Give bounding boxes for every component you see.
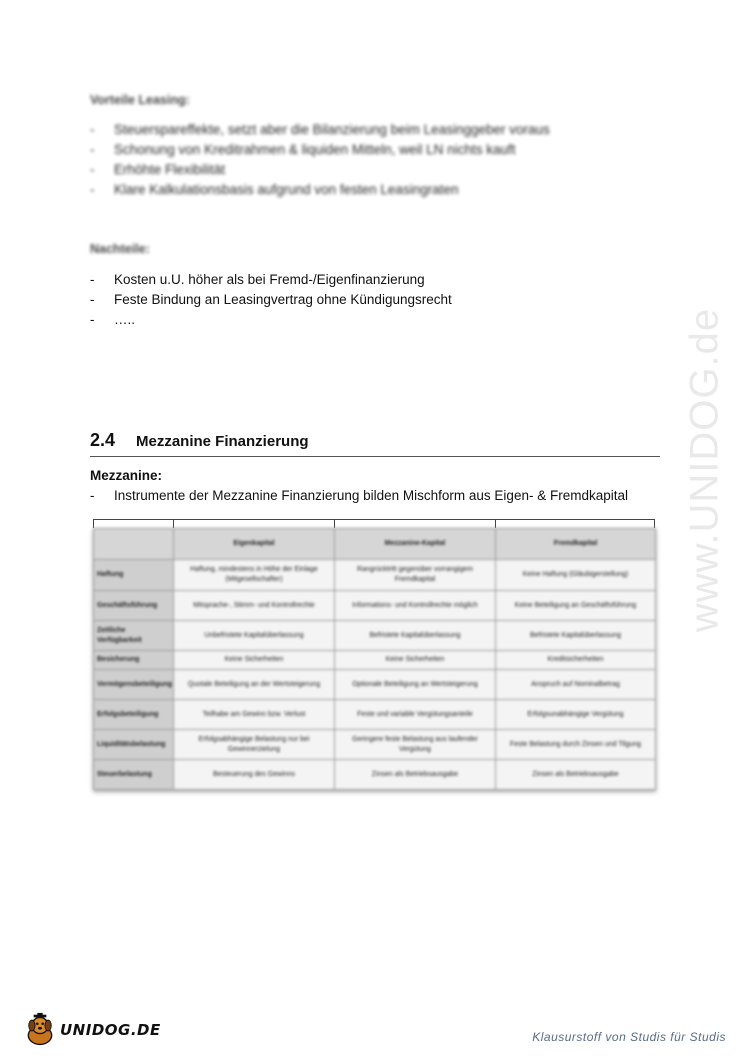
table-row xyxy=(94,700,656,730)
table-cell: Kreditsicherheiten xyxy=(496,651,656,670)
vorteile-list xyxy=(90,120,550,200)
row-label: Steuerbelastung xyxy=(94,760,174,790)
section-title: Mezzanine Finanzierung xyxy=(136,433,309,450)
logo-text: UNIDOG.DE xyxy=(60,1021,161,1039)
row-label: Geschäftsführung xyxy=(94,591,174,621)
table-cell: Informations- und Kontrollrechte möglich xyxy=(335,591,496,621)
row-label: Erfolgsbeteiligung xyxy=(94,700,174,730)
table-header-row xyxy=(94,529,656,560)
row-label: Besicherung xyxy=(94,651,174,670)
table-cell: Befristete Kapitalüberlassung xyxy=(496,621,656,651)
table-header-cell: Eigenkapital xyxy=(174,529,335,560)
row-label: Vermögensbeteiligung xyxy=(94,670,174,700)
dog-icon xyxy=(22,1012,58,1048)
table-row xyxy=(94,760,656,790)
section-heading xyxy=(90,430,660,457)
list-item: - Instrumente der Mezzanine Finanzierung bilden Mischform aus Eigen- & Fremdkapital xyxy=(90,488,628,503)
table-row xyxy=(94,621,656,651)
table-cell: Erfolgsabhängige Belastung nur bei Gewinnerzielung xyxy=(174,730,335,760)
mezzanine-list xyxy=(90,486,628,506)
unidog-logo xyxy=(22,1012,161,1048)
list-item: - Steuerspareffekte, setzt aber die Bilanzierung beim Leasinggeber voraus xyxy=(90,122,550,137)
table-cell: Mitsprache-, Stimm- und Kontrollrechte xyxy=(174,591,335,621)
row-label: Haftung xyxy=(94,560,174,591)
table-header-cell xyxy=(94,529,174,560)
nachteile-label: Nachteile: xyxy=(90,242,150,256)
table-cell: Zinsen als Betriebsausgabe xyxy=(496,760,656,790)
table-cell: Besteuerung des Gewinns xyxy=(174,760,335,790)
table-row xyxy=(94,651,656,670)
comparison-table-figure xyxy=(93,519,655,790)
table-cell: Keine Sicherheiten xyxy=(174,651,335,670)
table-cell: Haftung, mindestens in Höhe der Einlage (Mitgesellschafter) xyxy=(174,560,335,591)
table-cell: Unbefristete Kapitalüberlassung xyxy=(174,621,335,651)
section-number: 2.4 xyxy=(90,430,116,450)
comparison-table xyxy=(93,528,656,790)
table-top-border xyxy=(93,519,655,528)
table-cell: Keine Haftung (Gläubigerstellung) xyxy=(496,560,656,591)
table-cell: Befristete Kapitalüberlassung xyxy=(335,621,496,651)
table-row xyxy=(94,670,656,700)
list-item: - Kosten u.U. höher als bei Fremd-/Eigenfinanzierung xyxy=(90,272,425,287)
list-item: - Klare Kalkulationsbasis aufgrund von festen Leasingraten xyxy=(90,182,459,197)
watermark-text: www.UNIDOG.de xyxy=(682,307,727,633)
list-item: - Erhöhte Flexibilität xyxy=(90,162,226,177)
table-cell: Erfolgsunabhängige Vergütung xyxy=(496,700,656,730)
list-item: - Schonung von Kreditrahmen & liquiden Mitteln, weil LN nichts kauft xyxy=(90,142,516,157)
table-row xyxy=(94,560,656,591)
table-cell: Geringere feste Belastung aus laufender Vergütung xyxy=(335,730,496,760)
footer-slogan: Klausurstoff von Studis für Studis xyxy=(532,1030,726,1044)
list-item: - Feste Bindung an Leasingvertrag ohne Kündigungsrecht xyxy=(90,292,452,307)
row-label: Zeitliche Verfügbarkeit xyxy=(94,621,174,651)
table-cell: Keine Sicherheiten xyxy=(335,651,496,670)
mezzanine-label: Mezzanine: xyxy=(90,468,163,483)
table-cell: Zinsen als Betriebsausgabe xyxy=(335,760,496,790)
table-cell: Teilhabe am Gewinn bzw. Verlust xyxy=(174,700,335,730)
table-cell: Feste Belastung durch Zinsen und Tilgung xyxy=(496,730,656,760)
table-cell: Keine Beteiligung an Geschäftsführung xyxy=(496,591,656,621)
list-item: - ….. xyxy=(90,312,136,327)
table-cell: Optionale Beteiligung an Wertsteigerung xyxy=(335,670,496,700)
table-header-cell: Fremdkapital xyxy=(496,529,656,560)
table-cell: Quotale Beteiligung an der Wertsteigerung xyxy=(174,670,335,700)
table-cell: Feste und variable Vergütungsanteile xyxy=(335,700,496,730)
table-cell: Rangrücktritt gegenüber vorrangigem Fremdkapital xyxy=(335,560,496,591)
nachteile-list xyxy=(90,270,452,330)
vorteile-label: Vorteile Leasing: xyxy=(90,93,190,107)
table-row xyxy=(94,591,656,621)
row-label: Liquiditätsbelastung xyxy=(94,730,174,760)
table-cell: Anspruch auf Nominalbetrag xyxy=(496,670,656,700)
table-row xyxy=(94,730,656,760)
table-header-cell: Mezzanine-Kapital xyxy=(335,529,496,560)
